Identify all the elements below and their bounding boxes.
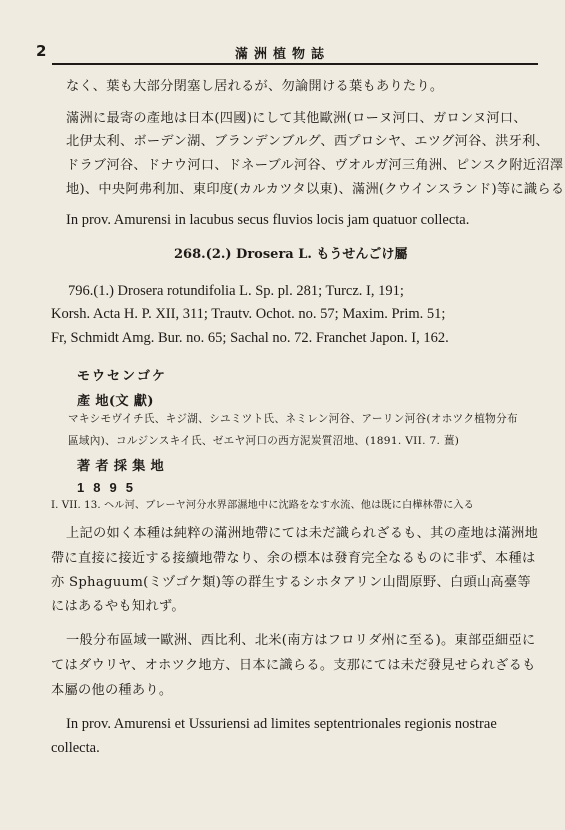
running-header — [30, 40, 535, 64]
text-line-1: なく、葉も大部分閉塞し居れるが、勿論開ける葉もありたり。 — [66, 79, 444, 94]
text-line-26: collecta. — [51, 740, 100, 756]
text-line-13: マキシモヴイチ氏、キジ湖、シユミツト氏、ネミレン河谷、アーリン河谷(オホツク植物分布 — [68, 413, 518, 425]
text-line-6: In prov. Amurensi in lacubus secus fluvios locis jam quatuor collecta. — [66, 212, 470, 228]
text-line-17: I. VII. 13. ヘル河、ブレーヤ河分水界部濕地中に沈路をなす水流、他は既に白樺林帶に入る — [51, 500, 474, 511]
text-line-2: 滿洲に最寄の產地は日本(四國)にして其他歐洲(ローヌ河口、ガロンヌ河口、 — [66, 111, 527, 126]
text-line-11: モウセンゴケ — [77, 369, 168, 384]
text-line-25: In prov. Amurensi et Ussuriensi ad limites septentrionales regionis nostrae — [66, 716, 497, 732]
text-line-8: 796.(1.) Drosera rotundifolia L. Sp. pl. 281; Turcz. I, 191; — [68, 283, 404, 299]
text-line-7: 268.(2.) Drosera L. もうせんごけ屬 — [174, 247, 408, 262]
text-line-5: 地)、中央阿弗利加、東印度(カルカツタ以東)、滿洲(クウインスランド)等に識らる — [66, 182, 565, 197]
text-line-4: ドラブ河谷、ドナウ河口、ドネーブル河谷、ヴオルガ河三角洲、ピンスク附近沼澤 — [66, 158, 564, 173]
text-line-21: にはあるやも知れず。 — [51, 599, 185, 614]
text-line-19: 帶に直接に接近する接續地帶なり、余の標本は發育完全なるものに非ず、本種は — [51, 551, 536, 566]
text-line-24: 本屬の他の種あり。 — [51, 683, 173, 698]
text-line-18: 上記の如く本種は純粹の滿洲地帶にては未だ識られざるも、其の產地は滿洲地 — [66, 526, 539, 541]
text-line-23: てはダウリヤ、オホツク地方、日本に識らる。支那にては未だ發見せられざるも — [51, 658, 536, 673]
header-rule — [52, 63, 538, 65]
text-line-14: 區域內)、コルジンスキイ氏、ゼエヤ河口の西方泥炭質沼地、(1891. VII. 7. 薑) — [68, 435, 460, 447]
text-line-12: 產 地(文 獻) — [77, 394, 154, 409]
text-line-15: 著 者 採 集 地 — [77, 459, 165, 474]
text-line-16: 1895 — [77, 480, 142, 495]
text-line-9: Korsh. Acta H. P. XII, 311; Trautv. Ochot. no. 57; Maxim. Prim. 51; — [51, 306, 446, 322]
page-number: 2 — [36, 42, 47, 60]
text-line-10: Fr, Schmidt Amg. Bur. no. 65; Sachal no. 72. Franchet Japon. I, 162. — [51, 330, 449, 346]
text-line-3: 北伊太利、ボーデン湖、ブランデンブルグ、西プロシヤ、エツグ河谷、洪牙利、 — [66, 134, 550, 149]
text-line-20: 亦 Sphaguum(ミヅゴケ類)等の群生するシホタアリン山間原野、白頭山高臺等 — [51, 575, 531, 590]
running-title: 滿洲植物誌 — [234, 47, 330, 62]
text-line-22: 一般分布區域一歐洲、西比利、北米(南方はフロリダ州に至る)。東部亞細亞に — [66, 633, 536, 648]
